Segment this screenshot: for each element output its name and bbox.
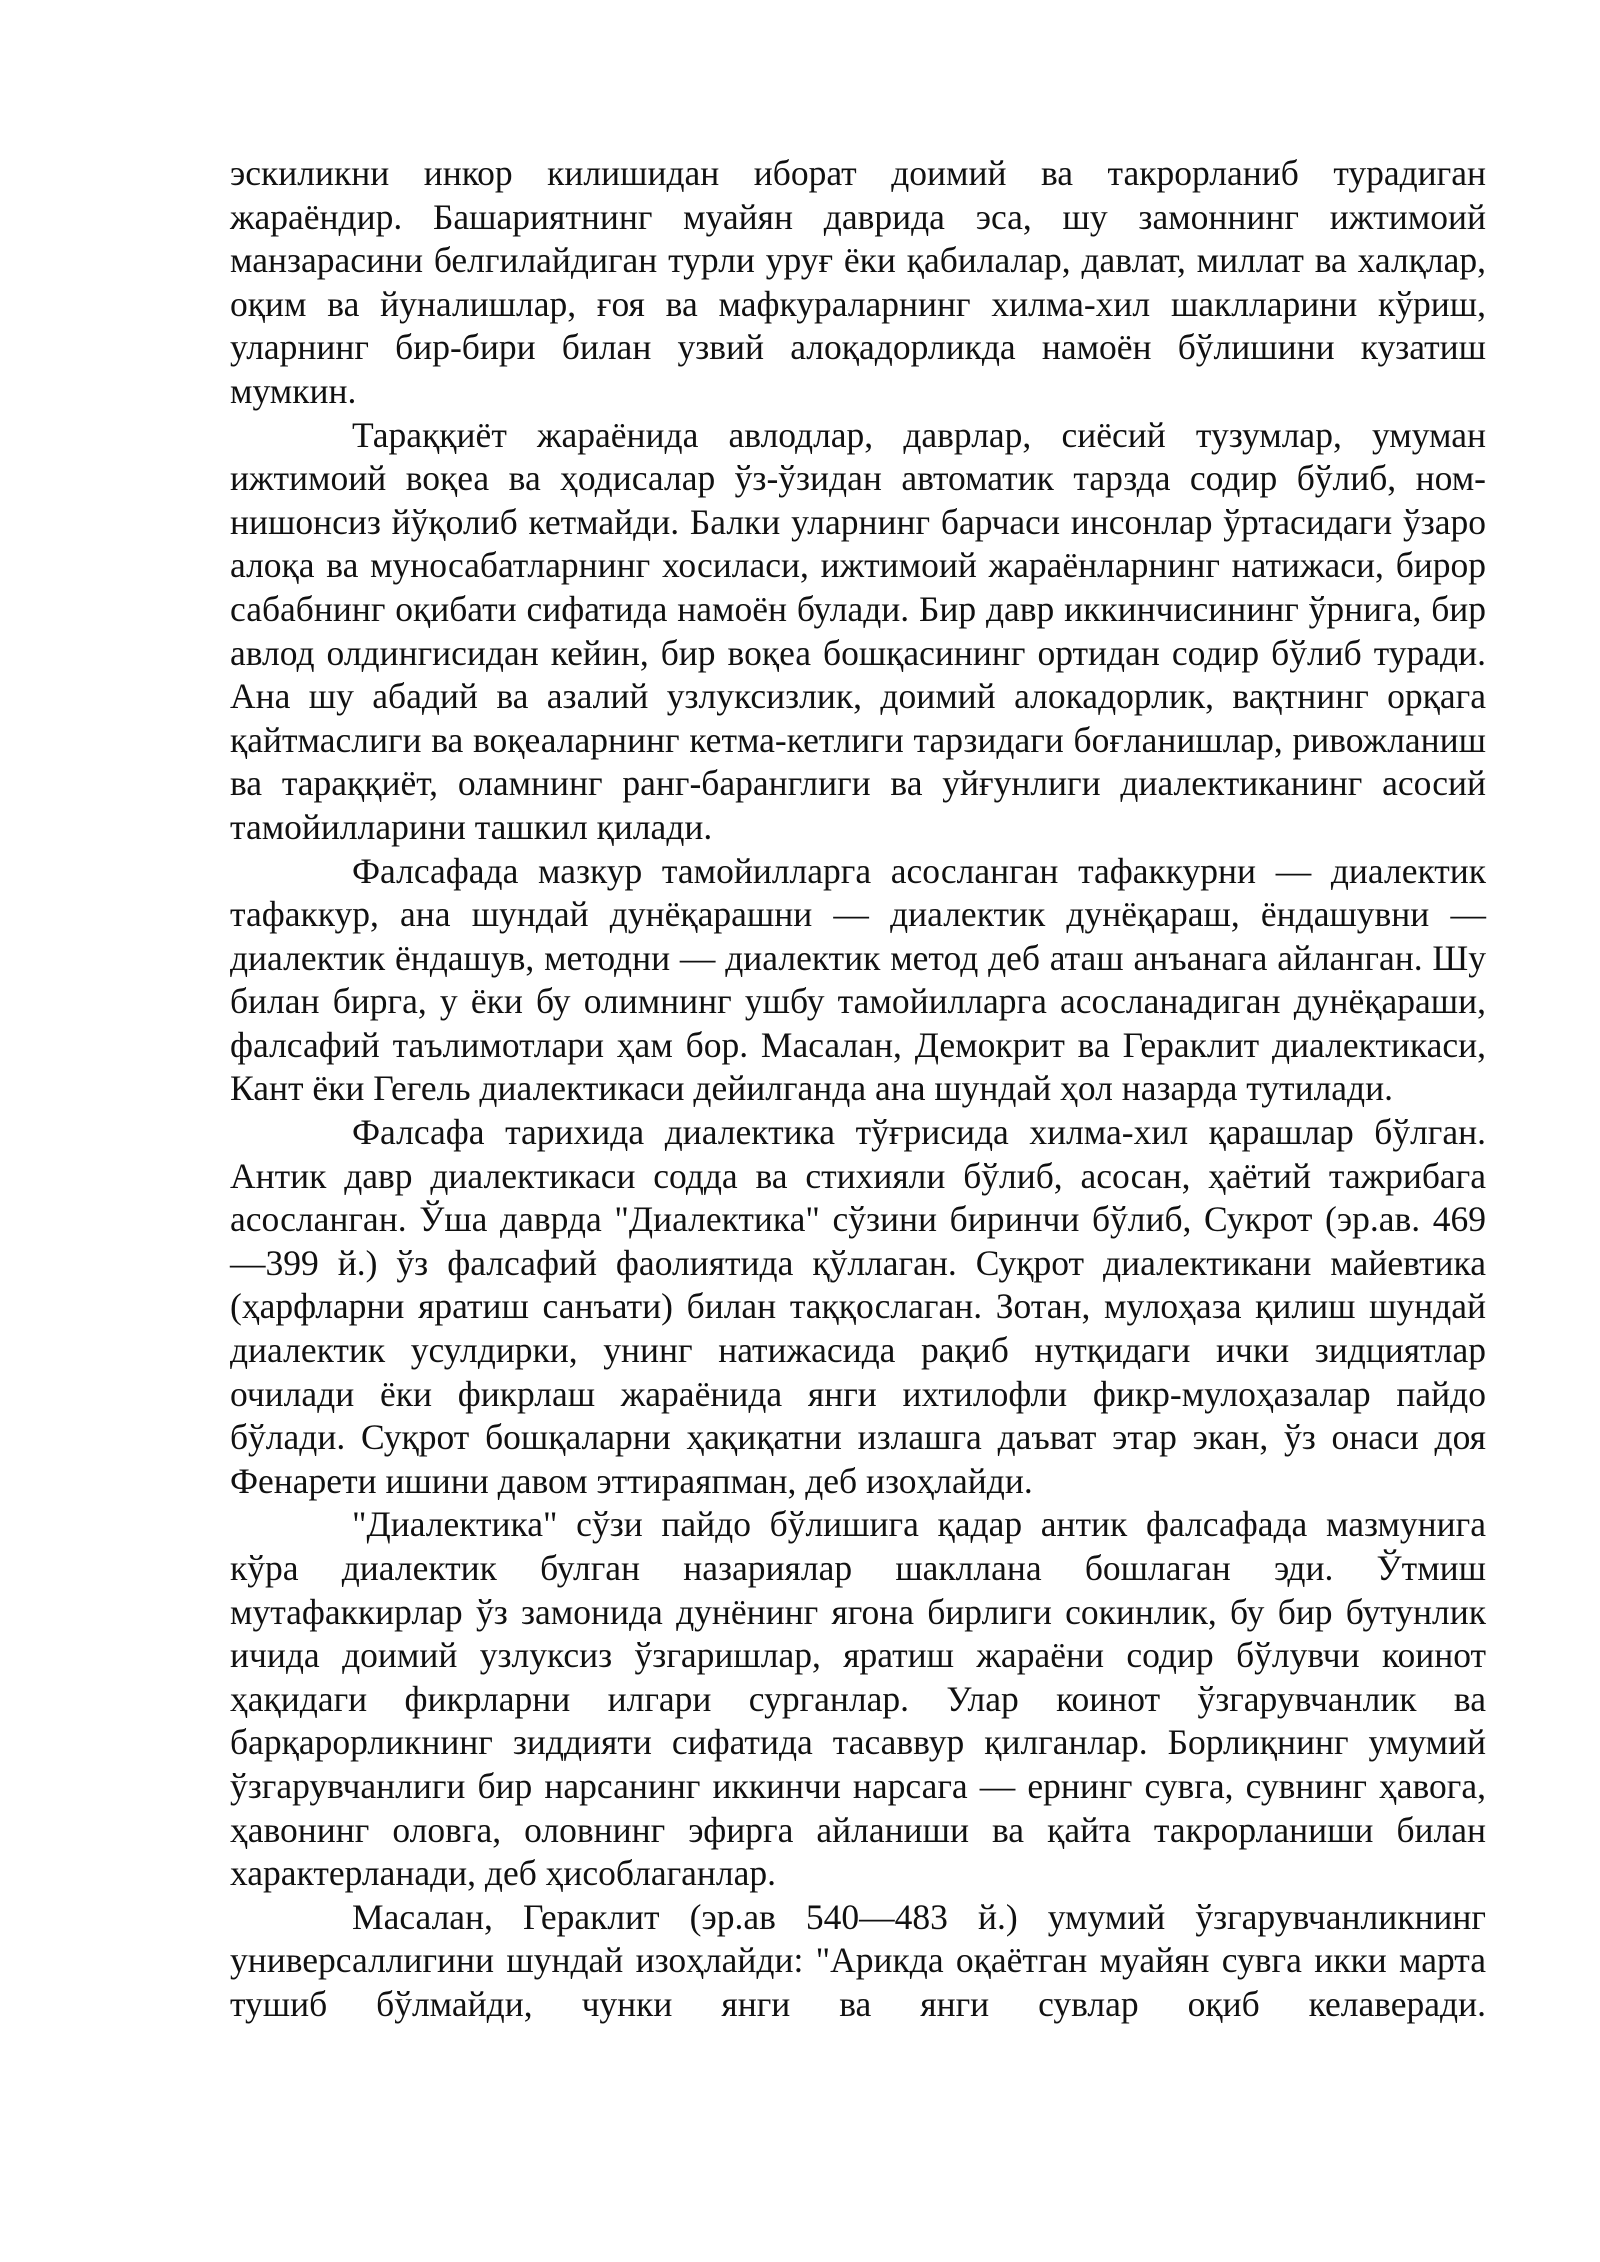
paragraph-4: Фалсафа тарихида диалектика тўғрисида хилма-хил қарашлар бўлган. Антик давр диалектикаси содда ва стихияли бўлиб, асосан, ҳаётий тажрибага асосланган. Ўша даврда "Диалектика" сўзини биринчи бўлиб, Сукрот (эр.ав. 469—399 й.) ўз фалсафий фаолиятида қўллаган. Суқрот диалектикани майевтика (ҳарфларни яратиш санъати) билан таққослаган. Зотан, мулоҳаза қилиш шундай диалектик усулдирки, унинг натижасида рақиб нутқидаги ички зидциятлар очилади ёки фикрлаш жараёнида янги ихтилофли фикр-мулоҳазалар пайдо бўлади. Суқрот бошқаларни ҳақиқатни излашга даъват этар экан, ўз онаси доя Фенарети ишини давом эттираяпман, деб изоҳлайди. bbox=[230, 1112, 1486, 1501]
paragraph-6: Масалан, Гераклит (эр.ав 540—483 й.) умумий ўзгарувчанликнинг универсаллигини шундай изоҳлайди: "Арикда оқаётган муайян сувга икки марта тушиб бўлмайди, чунки янги ва янги сувлар оқиб келаверади. bbox=[230, 1896, 1486, 2024]
paragraph-3: Фалсафада мазкур тамойилларга асосланган тафаккурни — диалектик тафаккур, ана шундай дунёқарашни — диалектик дунёқараш, ёндашувни — диалектик ёндашув, методни — диалектик метод деб аташ анъанага айланган. Шу билан бирга, у ёки бу олимнинг ушбу тамойилларга асосланадиган дунёқараши, фалсафий таълимотлари ҳам бор. Масалан, Демокрит ва Гераклит диалектикаси, Кант ёки Гегель диалектикаси дейилганда ана шундай ҳол назарда тутилади. bbox=[230, 850, 1486, 1109]
document-page bbox=[230, 152, 1486, 2027]
paragraph-2: Тараққиёт жараёнида авлодлар, даврлар, сиёсий тузумлар, умуман ижтимоий воқеа ва ҳодисалар ўз-ўзидан автоматик тарзда содир бўлиб, ном-нишонсиз йўқолиб кетмайди. Балки уларнинг барчаси инсонлар ўртасидаги ўзаро алоқа ва муносабатларнинг хосиласи, ижтимоий жараёнларнинг натижаси, бирор сабабнинг оқибати сифатида намоён булади. Бир давр иккинчисининг ўрнига, бир авлод олдингисидан кейин, бир воқеа бошқасининг ортидан содир бўлиб туради. Ана шу абадий ва азалий узлуксизлик, доимий алокадорлик, вақтнинг орқага қайтмаслиги ва воқеаларнинг кетма-кетлиги тарзидаги боғланишлар, ривожланиш ва тараққиёт, оламнинг ранг-баранглиги ва уйғунлиги диалектиканинг асосий тамойилларини ташкил қилади. bbox=[230, 414, 1486, 847]
paragraph-5: "Диалектика" сўзи пайдо бўлишига қадар антик фалсафада мазмунига кўра диалектик булган назариялар шакллана бошлаган эди. Ўтмиш мутафаккирлар ўз замонида дунёнинг ягона бирлиги сокинлик, бу бир бутунлик ичида доимий узлуксиз ўзгаришлар, яратиш жараёни содир бўлувчи коинот ҳақидаги фикрларни илгари сурганлар. Улар коинот ўзгарувчанлик ва барқарорликнинг зиддияти сифатида тасаввур қилганлар. Борлиқнинг умумий ўзгарувчанлиги бир нарсанинг иккинчи нарсага — ернинг сувга, сувнинг ҳавога, ҳавонинг оловга, оловнинг эфирга айланиши ва қайта такрорланиши билан характерланади, деб ҳисоблаганлар. bbox=[230, 1504, 1486, 1894]
paragraph-1: эскиликни инкор килишидан иборат доимий ва такрорланиб турадиган жараёндир. Башариятнинг муайян даврида эса, шу замоннинг ижтимоий манзарасини белгилайдиган турли уруғ ёки қабилалар, давлат, миллат ва халқлар, оқим ва йуналишлар, ғоя ва мафкураларнинг хилма-хил шаклларини кўриш, уларнинг бир-бири билан узвий алоқадорликда намоён бўлишини кузатиш мумкин. bbox=[230, 153, 1486, 411]
